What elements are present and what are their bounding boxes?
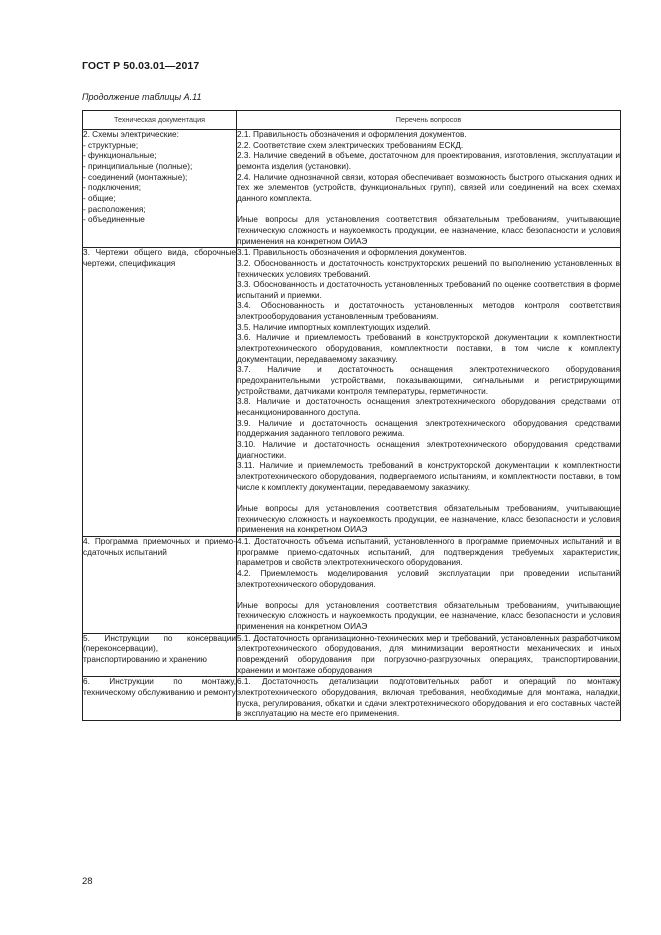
question-item: 3.8. Наличие и достаточность оснащения электротехнического оборудования средствами от несанкционированного доступа. — [237, 397, 620, 418]
page-number: 28 — [82, 876, 93, 887]
question-item: 2.1. Правильность обозначения и оформления документов. — [237, 130, 467, 139]
column-header-documentation: Техническая документация — [83, 111, 237, 130]
documentation-item: - соединений (монтажные); — [83, 172, 188, 182]
documentation-cell — [83, 633, 237, 677]
question-item: 4.2. Приемлемость моделирования условий эксплуатации при проведении испытаний электротехнического оборудования. — [237, 568, 620, 589]
documentation-title: 2. Схемы электрические: — [83, 130, 179, 139]
table-header-row — [83, 111, 621, 130]
question-item: 3.1. Правильность обозначения и оформления документов. — [237, 248, 467, 258]
questions-cell — [237, 633, 621, 677]
question-item: 2.3. Наличие сведений в объеме, достаточном для проектирования, изготовления, эксплуатации и ремонта изделия (установки). — [237, 151, 620, 171]
question-item: 3.9. Наличие и достаточность оснащения электротехнического оборудования средствами поддержания заданного теплового режима. — [237, 418, 620, 439]
table-row — [83, 536, 621, 633]
question-item: Иные вопросы для установления соответствия обязательным требованиям, учитывающие техническую сложность и наукоемкость продукции, ее назначение, класс безопасности и условия применения на конкретном ОИАЭ — [237, 600, 620, 632]
question-item: Иные вопросы для установления соответствия обязательным требованиям, учитывающие техническую сложность и наукоемкость продукции, ее назначение, класс безопасности и условия применения на конкретном ОИАЭ — [237, 503, 620, 535]
question-item: 3.2. Обоснованность и достаточность конструкторских решений по выполнению установленных в технических условиях требований. — [237, 258, 620, 279]
question-item: 3.11. Наличие и приемлемость требований в конструкторской документации к комплектности электротехнического оборудования, подвергаемого испытаниям, и комплектности поставки, в том числе к комплекту документации, передаваемому заказчику. — [237, 461, 620, 492]
questions-cell — [237, 248, 621, 537]
paragraph-gap — [237, 205, 620, 216]
question-item: 3.10. Наличие и достаточность оснащения электротехнического оборудования средствами диагностики. — [237, 440, 620, 460]
question-item: 6.1. Достаточность детализации подготовительных работ и операций по монтажу электротехнического оборудования, включая требования, необходимые для монтажа, наладки, пуска, регулирования, обкатки и сдачи электротехнического оборудования и его составных частей в эксплуатацию на месте его применения. — [237, 677, 620, 719]
documentation-title: 5. Инструкции по консервации (переконсервации), транспортированию и хранению — [83, 633, 236, 665]
questions-cell — [237, 677, 621, 721]
table-row — [83, 248, 621, 537]
table-caption: Продолжение таблицы А.11 — [82, 92, 202, 102]
question-item: Иные вопросы для установления соответствия обязательным требованиям, учитывающие техническую сложность и наукоемкость продукции, ее назначение, класс безопасности и условия применения на конкретном ОИАЭ — [237, 215, 620, 246]
documentation-item: - объединенные — [83, 215, 145, 225]
documentation-item: - расположения; — [83, 204, 146, 214]
questions-cell — [237, 536, 621, 633]
documentation-item: - подключения; — [83, 183, 142, 193]
question-item: 3.6. Наличие и приемлемость требований в конструкторской документации к комплектности электротехнического оборудования, комплектности поставки, в том числе к комплекту документации, передаваемому заказчику. — [237, 333, 620, 364]
question-item: 2.2. Соответствие схем электрических требованиям ЕСКД. — [237, 140, 464, 150]
documentation-cell — [83, 248, 237, 537]
paragraph-gap — [237, 493, 620, 504]
paragraph-gap — [237, 590, 620, 601]
documentation-title: 3. Чертежи общего вида, сборочные чертежи, спецификация — [83, 248, 236, 268]
question-item: 5.1. Достаточность организационно-технических мер и требований, установленных разработчиком электротехнического оборудования, для минимизации вероятности механических и иных повреждений оборудования при погрузочно-разгрузочных операциях, транспортировании, хранении и монтаже оборудования — [237, 633, 620, 675]
documentation-cell — [83, 677, 237, 721]
table-row — [83, 677, 621, 721]
documentation-item: - структурные; — [83, 140, 139, 150]
documentation-title: 4. Программа приемочных и приемо-сдаточных испытаний — [83, 536, 236, 557]
documentation-item: - функциональные; — [83, 151, 157, 161]
documentation-item: - общие; — [83, 193, 116, 203]
question-item: 3.5. Наличие импортных комплектующих изделий. — [237, 322, 431, 332]
documentation-item: - принципиальные (полные); — [83, 161, 193, 171]
question-item: 3.7. Наличие и достаточность оснащения электротехнического оборудования предохранительными устройствами, показывающими, сигнальными и регистрирующими устройствами, датчиками контроля температуры, герметичности. — [237, 365, 620, 396]
question-item: 3.4. Обоснованность и достаточность установленных методов контроля соответствия электрооборудования установленным требованиям. — [237, 301, 620, 322]
table-body — [83, 130, 621, 721]
column-header-questions: Перечень вопросов — [237, 111, 621, 130]
questions-cell — [237, 130, 621, 248]
table-row — [83, 633, 621, 677]
document-header: ГОСТ Р 50.03.01—2017 — [82, 60, 200, 72]
question-item: 2.4. Наличие однозначной связи, которая обеспечивает возможность быстрого отыскания одних и тех же элементов (устройств, функциональных групп), связей или соединений на всех схемах данного комплекта. — [237, 172, 620, 203]
documentation-cell — [83, 536, 237, 633]
documentation-title: 6. Инструкции по монтажу, техническому обслуживанию и ремонту — [83, 677, 236, 698]
question-item: 3.3. Обоснованность и достаточность установленных требований по оценке соответствия в форме испытаний и приемки. — [237, 280, 620, 300]
table-row — [83, 130, 621, 248]
questions-table — [82, 110, 621, 721]
documentation-cell — [83, 130, 237, 248]
question-item: 4.1. Достаточность объема испытаний, установленного в программе приемочных испытаний и в программе приемо-сдаточных испытаний, для подтверждения требуемых характеристик, параметров и свойств электротехнического оборудования. — [237, 536, 620, 568]
